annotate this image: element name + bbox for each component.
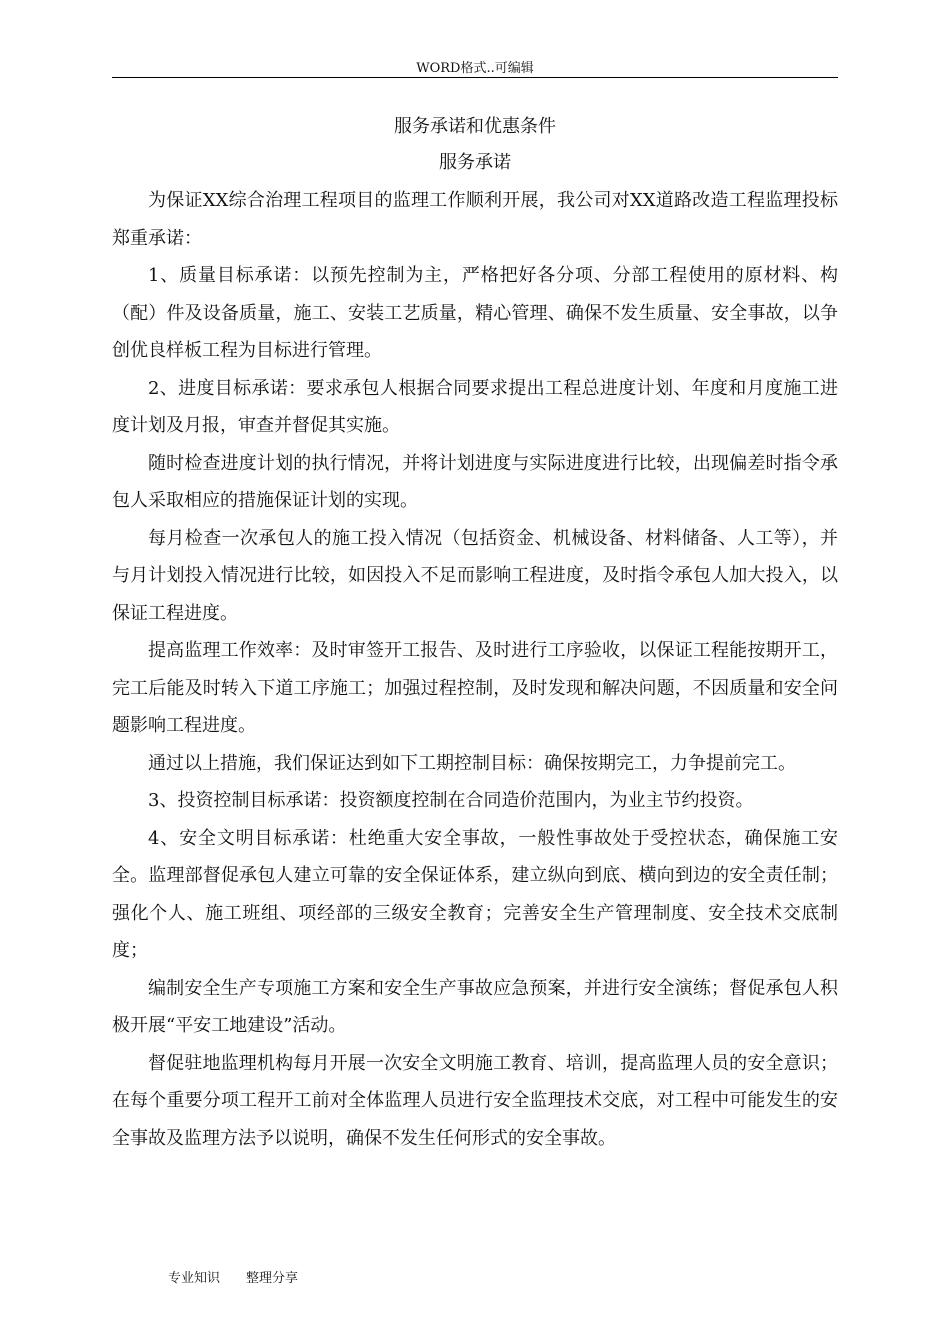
paragraph-quality-commitment: 1、质量目标承诺：以预先控制为主，严格把好各分项、分部工程使用的原材料、构（配）件及设备质量，施工、安装工艺质量，精心管理、确保不发生质量、安全事故，以争创优良样板工程为目标进行管理。 <box>112 265 838 361</box>
footer-right-text: 整理分享 <box>246 1271 299 1286</box>
paragraph-schedule-target: 通过以上措施，我们保证达到如下工期控制目标：确保按期完工，力争提前完工。 <box>148 752 796 774</box>
paragraph-efficiency: 提高监理工作效率：及时审签开工报告、及时进行工序验收，以保证工程能按期开工，完工后能及时转入下道工序施工；加强过程控制，及时发现和解决问题，不因质量和安全问题影响工程进度。 <box>112 640 838 736</box>
paragraph-investment-commitment: 3、投资控制目标承诺：投资额度控制在合同造价范围内，为业主节约投资。 <box>148 790 754 811</box>
paragraph-intro: 为保证XX综合治理工程项目的监理工作顺利开展，我公司对XX道路改造工程监理投标郑重承诺： <box>112 190 838 249</box>
paragraph-safety-training: 督促驻地监理机构每月开展一次安全文明施工教育、培训，提高监理人员的安全意识；在每个重要分项工程开工前对全体监理人员进行安全监理技术交底，对工程中可能发生的安全事故及监理方法予以说明，确保不发生任何形式的安全事故。 <box>112 1052 838 1149</box>
paragraph-monthly-inspection: 每月检查一次承包人的施工投入情况（包括资金、机械设备、材料储备、人工等），并与月计划投入情况进行比较，如因投入不足而影响工程进度，及时指令承包人加大投入，以保证工程进度。 <box>112 527 838 624</box>
paragraph-schedule-commitment: 2、进度目标承诺：要求承包人根据合同要求提出工程总进度计划、年度和月度施工进度计划及月报，审查并督促其实施。 <box>112 377 838 436</box>
document-body <box>112 110 838 1157</box>
paragraph-progress-check: 随时检查进度计划的执行情况，并将计划进度与实际进度进行比较，出现偏差时指令承包人采取相应的措施保证计划的实现。 <box>112 452 838 511</box>
footer-left-text: 专业知识 <box>168 1271 221 1286</box>
paragraph-safety-commitment: 4、安全文明目标承诺：杜绝重大安全事故，一般性事故处于受控状态，确保施工安全。监理部督促承包人建立可靠的安全保证体系，建立纵向到底、横向到边的安全责任制；强化个人、施工班组、项经部的三级安全教育；完善安全生产管理制度、安全技术交底制度； <box>112 827 838 961</box>
header-rule <box>112 77 838 78</box>
paragraph-safety-plan: 编制安全生产专项施工方案和安全生产事故应急预案，并进行安全演练；督促承包人积极开展“平安工地建设”活动。 <box>112 977 838 1036</box>
section-heading: 服务承诺 <box>439 152 511 173</box>
document-title: 服务承诺和优惠条件 <box>394 116 556 137</box>
page-header <box>112 60 838 78</box>
header-text: WORD格式..可编辑 <box>416 61 534 76</box>
page-footer <box>168 1270 298 1288</box>
